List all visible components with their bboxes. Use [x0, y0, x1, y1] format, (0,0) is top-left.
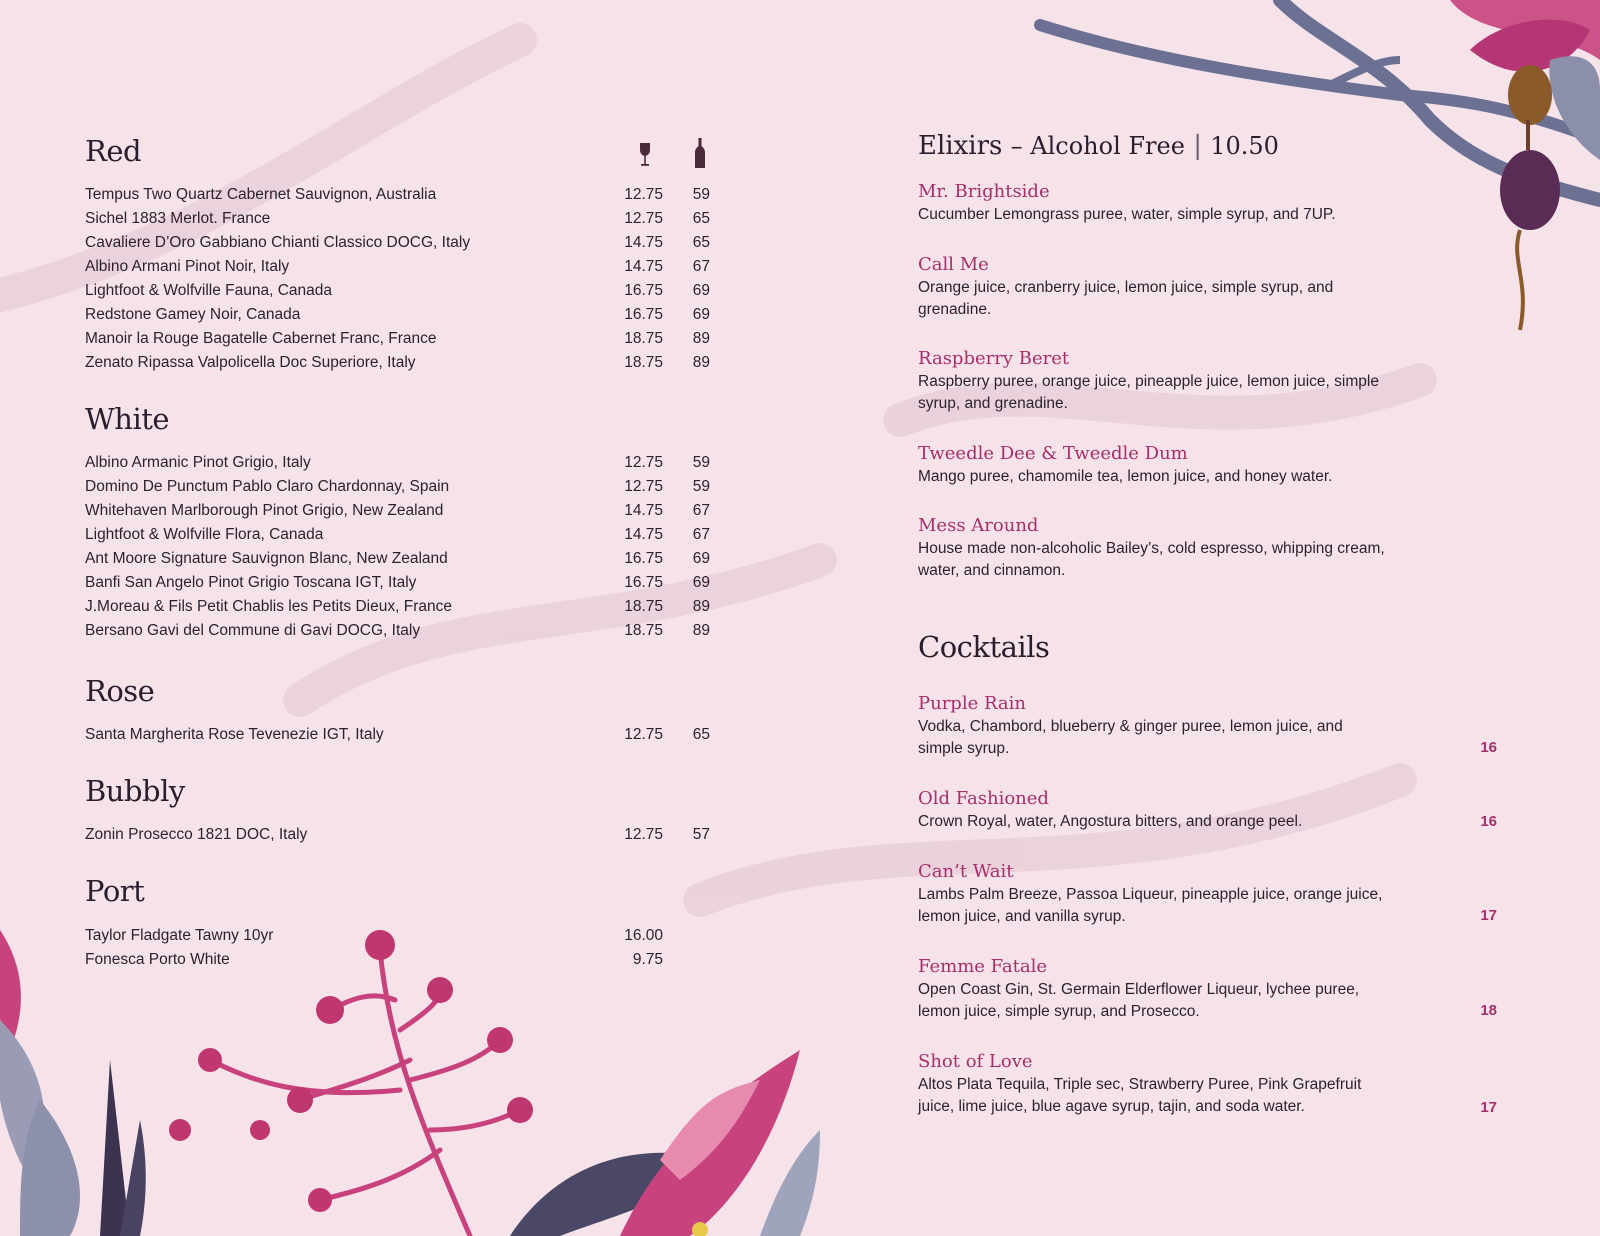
- glass-price: 16.75: [624, 550, 663, 567]
- wine-row: [85, 948, 713, 972]
- wine-row: [85, 475, 713, 499]
- cocktail-item: [918, 692, 1498, 760]
- wine-name: Lightfoot & Wolfville Fauna, Canada: [85, 282, 333, 299]
- glass-price: 12.75: [624, 454, 663, 471]
- wine-row: [85, 924, 713, 948]
- bottle-price: 67: [692, 258, 710, 275]
- wine-row: [85, 595, 713, 619]
- wine-bottle-icon: [694, 138, 706, 168]
- section-heading-bubbly: Bubbly: [85, 774, 185, 808]
- cocktail-item: [918, 1050, 1498, 1118]
- glass-price: 12.75: [624, 826, 663, 843]
- drink-name: Purple Rain: [918, 693, 1027, 714]
- drink-description: House made non-alcoholic Bailey’s, cold espresso, whipping cream, water, and cinnamon.: [918, 540, 1385, 579]
- cocktail-price: 16: [1480, 739, 1497, 756]
- glass-price: 18.75: [624, 622, 663, 639]
- cocktail-price: 16: [1480, 813, 1497, 830]
- wine-name: Lightfoot & Wolfville Flora, Canada: [85, 526, 324, 543]
- cocktail-price: 17: [1480, 1099, 1497, 1116]
- bottle-price: 65: [692, 234, 710, 251]
- bottle-price: 69: [692, 550, 710, 567]
- glass-price: 18.75: [624, 330, 663, 347]
- elixir-item: [918, 253, 1498, 321]
- bottle-price: 89: [692, 330, 710, 347]
- drink-name: Tweedle Dee & Tweedle Dum: [918, 443, 1188, 464]
- drink-name: Raspberry Beret: [918, 348, 1070, 369]
- elixir-item: [918, 514, 1498, 582]
- glass-price: 16.75: [624, 282, 663, 299]
- section-heading-rose: Rose: [85, 674, 155, 708]
- cocktail-price: 17: [1480, 907, 1497, 924]
- wine-name: Albino Armani Pinot Noir, Italy: [85, 258, 290, 275]
- bottle-price: 69: [692, 306, 710, 323]
- wine-row: [85, 279, 713, 303]
- glass-price: 16.00: [624, 927, 663, 944]
- elixir-item: [918, 347, 1498, 415]
- bottle-price: 59: [692, 454, 710, 471]
- elixirs-heading: [918, 131, 1279, 161]
- wine-row: [85, 231, 713, 255]
- drink-description: Vodka, Chambord, blueberry & ginger puree, lemon juice, and simple syrup.: [918, 718, 1343, 757]
- section-heading-cocktails: Cocktails: [918, 630, 1050, 664]
- glass-price: 14.75: [624, 526, 663, 543]
- wine-name: Banfi San Angelo Pinot Grigio Toscana IGT, Italy: [85, 574, 417, 591]
- bottle-price: 65: [692, 210, 710, 227]
- wine-row: [85, 547, 713, 571]
- drink-description: Raspberry puree, orange juice, pineapple juice, lemon juice, simple syrup, and grenadine.: [918, 373, 1379, 412]
- wine-row: [85, 255, 713, 279]
- elixirs-divider: |: [1193, 131, 1202, 161]
- glass-price: 12.75: [624, 478, 663, 495]
- wine-row: [85, 303, 713, 327]
- wine-name: Zenato Ripassa Valpolicella Doc Superiore, Italy: [85, 354, 416, 371]
- glass-price: 12.75: [624, 726, 663, 743]
- wine-name: Manoir la Rouge Bagatelle Cabernet Franc, France: [85, 330, 437, 347]
- bottle-price: 57: [692, 826, 710, 843]
- wine-name: Santa Margherita Rose Tevenezie IGT, Italy: [85, 726, 384, 743]
- elixirs-title: Elixirs: [918, 131, 1003, 161]
- wine-name: Tempus Two Quartz Cabernet Sauvignon, Australia: [85, 186, 437, 203]
- drink-name: Old Fashioned: [918, 788, 1049, 809]
- elixir-item: [918, 442, 1498, 488]
- glass-price: 18.75: [624, 354, 663, 371]
- section-heading-port: Port: [85, 874, 145, 908]
- wine-name: Sichel 1883 Merlot. France: [85, 210, 271, 227]
- wine-name: Domino De Punctum Pablo Claro Chardonnay, Spain: [85, 478, 450, 495]
- bottle-price: 59: [692, 186, 710, 203]
- wine-name: J.Moreau & Fils Petit Chablis les Petits Dieux, France: [85, 598, 452, 615]
- bottle-price: 89: [692, 598, 710, 615]
- wine-row: [85, 499, 713, 523]
- drink-name: Mess Around: [918, 515, 1039, 536]
- drink-description: Crown Royal, water, Angostura bitters, and orange peel.: [918, 813, 1303, 830]
- wine-name: Albino Armanic Pinot Grigio, Italy: [85, 454, 311, 471]
- wine-name: Bersano Gavi del Commune di Gavi DOCG, Italy: [85, 622, 421, 639]
- glass-price: 9.75: [632, 951, 663, 968]
- wine-row: [85, 523, 713, 547]
- cocktail-price: 18: [1480, 1002, 1497, 1019]
- elixirs-subtitle: – Alcohol Free: [1010, 132, 1185, 160]
- drink-name: Can’t Wait: [918, 861, 1014, 882]
- wine-name: Taylor Fladgate Tawny 10yr: [85, 927, 274, 944]
- foliage-illustration: [0, 930, 820, 1236]
- glass-price: 12.75: [624, 186, 663, 203]
- bottle-price: 89: [692, 354, 710, 371]
- wine-row: [85, 351, 713, 375]
- wine-row: [85, 571, 713, 595]
- drink-description: Open Coast Gin, St. Germain Elderflower Liqueur, lychee puree, lemon juice, simple syrup, and Prosecco.: [918, 981, 1360, 1020]
- bottle-price: 89: [692, 622, 710, 639]
- cocktail-item: [918, 860, 1498, 928]
- elixir-item: [918, 180, 1498, 226]
- wine-name: Fonesca Porto White: [85, 951, 230, 968]
- wine-name: Ant Moore Signature Sauvignon Blanc, New Zealand: [85, 550, 448, 567]
- wine-row: [85, 619, 713, 643]
- bottle-price: 65: [692, 726, 710, 743]
- drink-description: Cucumber Lemongrass puree, water, simple syrup, and 7UP.: [918, 206, 1336, 223]
- elixirs-price: 10.50: [1210, 132, 1279, 160]
- wine-name: Whitehaven Marlborough Pinot Grigio, New Zealand: [85, 502, 444, 519]
- drink-description: Lambs Palm Breeze, Passoa Liqueur, pineapple juice, orange juice, lemon juice, and vanilla syrup.: [918, 886, 1383, 925]
- wine-glass-icon: [638, 142, 652, 168]
- glass-price: 14.75: [624, 234, 663, 251]
- wine-name: Zonin Prosecco 1821 DOC, Italy: [85, 826, 308, 843]
- drink-name: Mr. Brightside: [918, 181, 1050, 202]
- bottle-price: 67: [692, 502, 710, 519]
- cocktail-item: [918, 955, 1498, 1023]
- bottle-price: 69: [692, 282, 710, 299]
- section-heading-red: Red: [85, 134, 142, 168]
- drink-description: Mango puree, chamomile tea, lemon juice, and honey water.: [918, 468, 1333, 485]
- drink-description: Orange juice, cranberry juice, lemon juice, simple syrup, and grenadine.: [918, 279, 1334, 318]
- glass-price: 12.75: [624, 210, 663, 227]
- wine-row: [85, 723, 713, 747]
- drink-name: Call Me: [918, 254, 989, 275]
- wine-row: [85, 327, 713, 351]
- wine-name: Cavaliere D’Oro Gabbiano Chianti Classico DOCG, Italy: [85, 234, 471, 251]
- glass-price: 14.75: [624, 502, 663, 519]
- drink-name: Femme Fatale: [918, 956, 1048, 977]
- bottle-price: 67: [692, 526, 710, 543]
- wine-row: [85, 183, 713, 207]
- glass-price: 18.75: [624, 598, 663, 615]
- wine-row: [85, 451, 713, 475]
- wine-row: [85, 823, 713, 847]
- bottle-price: 59: [692, 478, 710, 495]
- glass-price: 14.75: [624, 258, 663, 275]
- cocktail-item: [918, 787, 1498, 833]
- drink-name: Shot of Love: [918, 1051, 1033, 1072]
- wine-name: Redstone Gamey Noir, Canada: [85, 306, 301, 323]
- wine-row: [85, 207, 713, 231]
- glass-price: 16.75: [624, 574, 663, 591]
- glass-price: 16.75: [624, 306, 663, 323]
- drink-description: Altos Plata Tequila, Triple sec, Strawberry Puree, Pink Grapefruit juice, lime juice, blue agave syrup, tajin, and soda water.: [918, 1076, 1362, 1115]
- section-heading-white: White: [85, 402, 170, 436]
- bottle-price: 69: [692, 574, 710, 591]
